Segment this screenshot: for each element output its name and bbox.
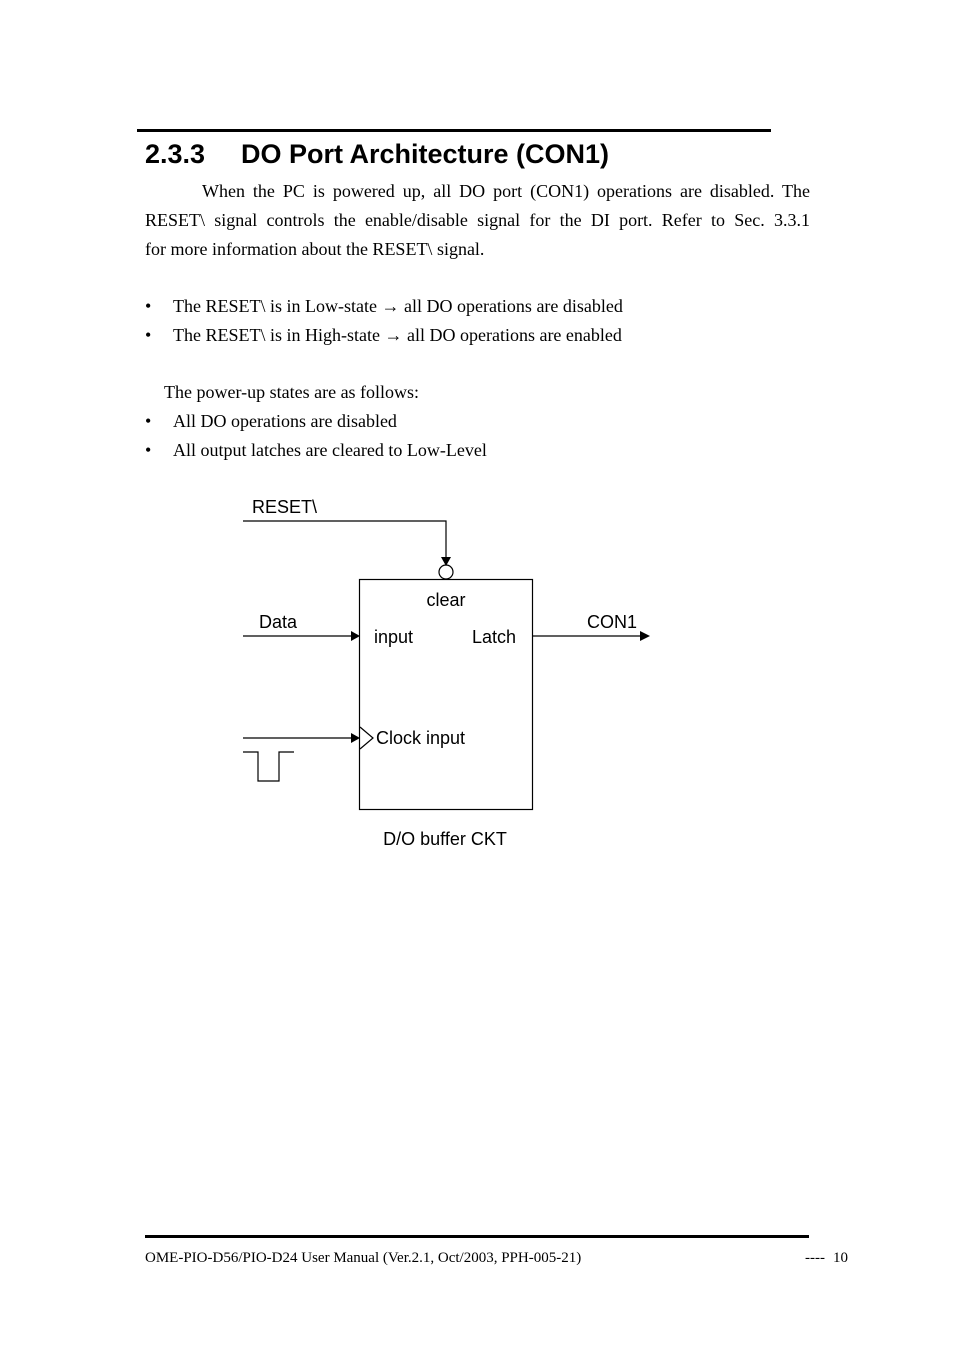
footer-text: OME-PIO-D56/PIO-D24 User Manual (Ver.2.1, Oct/2003, PPH-005-21) — [145, 1250, 582, 1266]
paragraph-line: for more information about the RESET\ signal. — [145, 239, 485, 259]
latch-label: Latch — [472, 627, 517, 647]
reset-line — [243, 521, 446, 557]
latch-block — [360, 580, 533, 810]
footer-rule — [145, 1235, 809, 1238]
bullet-icon: • — [145, 411, 152, 431]
power-up-item: All output latches are cleared to Low-Level — [173, 440, 487, 460]
data-label: Data — [259, 612, 298, 632]
power-up-item: All DO operations are disabled — [173, 411, 397, 431]
con1-label: CON1 — [587, 612, 638, 632]
con1-arrowhead — [640, 631, 650, 641]
arrow-icon: → — [381, 296, 400, 316]
clear-label: clear — [426, 590, 466, 610]
page-number — [805, 1250, 848, 1267]
paragraph-line: When the PC is powered up, all DO port (CON1) operations are disabled. The — [202, 181, 810, 201]
clock-edge-symbol — [360, 727, 373, 749]
diagram-caption: D/O buffer CKT — [383, 829, 507, 849]
data-arrowhead — [351, 631, 360, 641]
power-up-intro: The power-up states are as follows: — [164, 382, 420, 402]
paragraph-line: RESET\ signal controls the enable/disable signal for the DI port. Refer to Sec. 3.3.1 — [145, 210, 810, 230]
pulse-icon — [243, 752, 294, 781]
page-dashes: ---- — [805, 1250, 825, 1266]
clock-input-label: Clock input — [376, 728, 466, 748]
reset-state-text: The RESET\ is in Low-state — [173, 296, 382, 316]
reset-arrowhead — [441, 557, 451, 566]
arrow-icon: → — [384, 325, 403, 345]
clock-arrowhead — [351, 733, 360, 743]
page-number-value: 10 — [832, 1250, 848, 1266]
bullet-icon: • — [145, 440, 152, 460]
input-label: input — [374, 627, 414, 647]
section-number: 2.3.3 — [145, 139, 206, 169]
reset-label: RESET\ — [252, 497, 318, 517]
clear-inversion-bubble — [439, 565, 453, 579]
bullet-icon: • — [145, 296, 152, 316]
bullet-icon: • — [145, 325, 152, 345]
reset-state-result: all DO operations are disabled — [399, 296, 623, 316]
reset-state-result: all DO operations are enabled — [402, 325, 622, 345]
reset-state-text: The RESET\ is in High-state — [173, 325, 385, 345]
section-title: DO Port Architecture (CON1) — [241, 139, 610, 169]
